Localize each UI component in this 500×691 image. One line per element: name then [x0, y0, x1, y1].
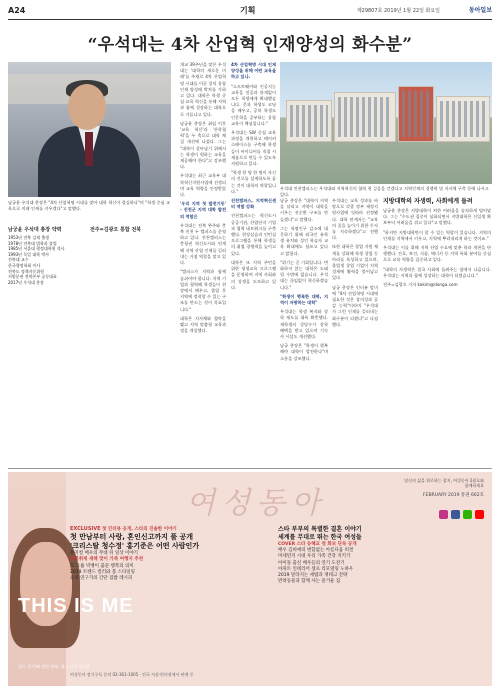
- ad-line: 뮤지컬 배우의 무대 뒤 일상 이야기: [70, 551, 139, 557]
- magazine-logo: 여성동아: [186, 486, 326, 521]
- sidebar-title: 남궁윤 우석대 총장 약력: [8, 227, 62, 233]
- paragraph: 우석대는 이를 위해 지역 산업 수요에 맞춘 학과 개편을 단행했다. 간호, 보건, 식품, 에너지 등 지역 특화 분야를 중심으로 교육 역량을 집중하고 있다.: [383, 245, 491, 263]
- paragraph: 우석대는 최근 교육부 대학혁신지원사업에 선정되며 교육 역량을 인정받았다.: [180, 173, 226, 198]
- paragraph: "대학의 자생력은 결국 사회에 돌려주는 힘에서 나옵니다. 우석대는 지역과 함께 성장하는 대학이 되겠습니다.": [383, 266, 491, 278]
- list-item: 2017년 우석대 총장: [8, 279, 44, 285]
- campus-photo: [280, 62, 492, 184]
- paragraph: 대학은 지자체와 협약을 맺고 지역 맞춤형 교육과정을 개설했다.: [180, 315, 226, 334]
- ad-cover-tagline: 일이 세 번째 앨범 발매, 재기 선언 인터뷰: [18, 664, 90, 669]
- paragraph: 남궁윤 총장은 지방대학이 처한 어려움을 솔직하게 털어놨다. 그는 "수도권 집중이 심화되면서 지방대학은 신입생 확보부터 어려움을 겪고 있다"고 말했다.: [383, 208, 491, 226]
- list-item: 1978년 전북대 법학과 졸업: [8, 240, 57, 246]
- ad-middle-copy: [70, 526, 270, 582]
- section-label: 기획: [240, 6, 256, 15]
- ad-big-line: '크리스탈 청수정' 홍기준은 어떤 사람인가: [70, 542, 199, 551]
- article-column-2: [231, 62, 276, 466]
- paragraph: 개교 39주년을 맞은 우석대는 '대학의 새로운 미래'를 주제로 4차 산업혁명 시대를 이끌 창의 융합 인재 양성에 박차를 가하고 있다. 대학은 학생 중심 교육 혁신을 통해 지역과 함께 성장하는 대학으로 거듭나고 있다.: [180, 62, 226, 117]
- issue-date: 제29807호 2019년 1월 22일 화요일: [356, 8, 440, 14]
- paragraph: "소프트웨어와 인공지능 교육을 전공과 관계없이 모든 학생에게 확대했습니다. 문과 학생도 코딩을 배우고, 공학 학생도 인문학을 공부하는 융합 교육이 핵심입니다.": [231, 83, 276, 126]
- ad-line: 아파트 인테리어 셀프 리모델링 노하우: [278, 566, 354, 572]
- side-story: [383, 208, 491, 466]
- ad-model-photo: [8, 472, 66, 686]
- article-column-1: [180, 62, 226, 466]
- ad-cover-title: THIS IS ME: [18, 595, 134, 617]
- youtube-icon: [475, 510, 484, 519]
- paragraph: 그는 학령인구 감소에 대응하기 위해 외국인 유학생 유치와 성인 학습자 교육 확대에도 힘쓰고 있다고 밝혔다.: [280, 225, 328, 256]
- list-item: 전북도 정책자문위원: [8, 268, 45, 274]
- list-item: 한국행정학회 이사: [8, 262, 41, 268]
- ad-divider: [8, 468, 492, 469]
- paragraph: 남궁 총장은 "대학이 지역을 살리고 지역이 대학을 키우는 선순환 구조를 만들겠다"고 말했다.: [280, 198, 328, 222]
- paragraph: 우석대는 학생 복지와 장학 제도를 대폭 확충했다. 재학생의 상당수가 장학 혜택을 받고 있으며 기숙사 시설도 개선했다.: [280, 309, 328, 340]
- photo-caption: 남궁윤 우석대 총장은 "4차 산업혁명 시대를 맞아 대학 혁신이 절실하다"며 "학생 중심 교육으로 미래 인재를 키우겠다"고 말했다.: [8, 200, 170, 211]
- paragraph: "하지만 지방대학만이 할 수 있는 역할이 있습니다. 지역의 인재를 지역에서 키우고, 지역에 뿌리내리게 하는 것이죠.": [383, 229, 491, 241]
- masthead: [8, 4, 492, 18]
- ad-line: 아이돌 출신 배우들의 연기 도전기: [278, 560, 345, 566]
- question-heading: "학생이 행복한 대학, 지역이 자랑하는 대학": [280, 293, 328, 306]
- paragraph: "학생 한 명 한 명이 자신의 진로를 설계하도록 돕는 것이 대학의 역할입니다.": [231, 170, 276, 194]
- article-column-4: [332, 198, 378, 466]
- paragraph: 우석대는 SW 중심 교육과정을 개편하고 메이커 스페이스를 구축해 학생들이 아이디어를 직접 시제품으로 만들 수 있도록 지원하고 있다.: [231, 130, 276, 167]
- ad-line: 꼬 그룹 빅뱅이 꿈꾼 행복의 의미: [70, 563, 134, 569]
- exclusive-line: 첫 인터뷰 공개, 스타의 진솔한 이야기: [102, 527, 177, 532]
- headline: “우석대는 4차 산업혁 인재양성의 화수분”: [87, 35, 413, 55]
- paragraph: "캠퍼스가 지역과 함께 숨쉬어야 합니다. 지역 기업과 협력해 학생들이 현장에서 배우고, 졸업 후 지역에 정착할 수 있는 구조를 만드는 것이 목표입니다.": [180, 269, 226, 312]
- portrait-photo: [8, 62, 171, 197]
- magazine-advertisement: [8, 472, 492, 686]
- facebook-icon: [451, 510, 460, 519]
- ad-footer: 여성동아 정기구독 문의 02-361-1005 · 전국 서점·편의점에서 판매 중: [70, 672, 194, 677]
- exclusive-label: EXCLUSIVE: [70, 526, 101, 532]
- ad-big-line: 세계를 무대로 뛰는 한국 여성들: [278, 534, 362, 541]
- ad-right-copy: [278, 526, 488, 585]
- byline: 전주=김광오 통합 전북: [90, 227, 142, 233]
- side-story-headline: 지방대학의 자생력, 사회에게 돌려: [383, 198, 473, 205]
- list-item: 지방분권 전북본부 공동대표: [8, 274, 57, 280]
- campus-caption: 우석대 진천캠퍼스는 우석대와 지역혁신의 협력 첫 걸음을 걷겠다고 지역인재의 경쟁력 및 지자체 구축 등에 나서고 있다.: [280, 186, 489, 197]
- ad-line: 2019 달라지는 세법과 재테크 전략: [278, 573, 348, 579]
- ad-line: 2019 트렌드 컬러와 봄 스타일링: [70, 569, 135, 575]
- list-item: 1953년 전북 김제 출생: [8, 235, 50, 240]
- career-list: [8, 235, 171, 285]
- instagram-icon: [439, 510, 448, 519]
- masthead-rule: [8, 19, 492, 20]
- paragraph: 남궁 총장은 인터뷰 말미에 "4차 산업혁명 시대에 필요한 것은 창의성과 공감 능력"이라며 "우석대가 그런 인재를 길러내는 화수분이 되겠다"고 다짐했다.: [332, 284, 378, 327]
- side-story-byline: 전주=김광오 기자 kokim@donga.com: [383, 282, 458, 288]
- ad-line: 반려동물과 함께 사는 즐거운 집: [278, 579, 341, 585]
- paragraph: 진천캠퍼스는 혁신도시 공공기관, 산업단지 기업과 협력 네트워크를 구축했다. 현장실습과 인턴십 프로그램을 통해 학생들의 취업 경쟁력을 높이고 있다.: [231, 213, 276, 256]
- paragraph: 대학은 또 지역 주민을 위한 평생교육 프로그램을 운영하며 지역 사회와의 상생을 도모하고 있다.: [231, 259, 276, 290]
- social-icons: [439, 510, 484, 519]
- paragraph: 우석대는 전북 완주와 충북 진천 두 캠퍼스를 운영하고 있다. 진천캠퍼스는 충청권 혁신도시와 연계해 지역 산업 인재를 길러내는 거점 역할을 맡고 있다.: [180, 222, 226, 266]
- paragraph: "위기는 곧 기회입니다. 변화하지 않는 대학은 도태될 수밖에 없습니다. 우석대는 끊임없이 혁신하겠습니다.": [280, 259, 328, 290]
- ad-line: 배우 김희애의 변함없는 아름다움 비결: [278, 548, 354, 554]
- question-heading: 4차 산업혁명 시대 인재 양성을 위해 어떤 교육을 하고 있나.: [231, 62, 276, 80]
- ad-promo-text: 당신의 삶을 위로하는 잡지, 여성동아 2월호와 함께하세요: [404, 478, 484, 488]
- paragraph: 또한 대학은 창업 지원 체계를 강화해 학생 창업 동아리를 육성하고 있으며, 졸업생 창업 기업이 지역 경제에 활력을 불어넣고 있다.: [332, 244, 378, 281]
- paragraph: 우석대는 교육 성과를 바탕으로 각종 정부 재정지원사업에 잇따라 선정됐다. 대학 관계자는 "교육의 질을 높이기 위한 투자를 지속하겠다"고 전했다.: [332, 198, 378, 241]
- list-item: 전북대 교수: [8, 257, 29, 263]
- ad-line: 특별취재 새해 맞이 가족 여행지 추천: [70, 557, 144, 563]
- ad-big-line: 첫 만남부터 사랑, 혼인신고까지 풀 공개: [70, 533, 194, 542]
- paragraph: 남궁윤 총장은 취임 이후 '교육 혁신'과 '산학협력'을 두 축으로 대학 체질 개선에 나섰다. 그는 "대학이 살아남기 위해서는 학생이 원하는 교육을 제공해야 한다"고 강조했다.: [180, 120, 226, 170]
- list-item: 1985년 서울대 행정대학원 석사: [8, 246, 65, 252]
- question-heading: 진천캠퍼스, 지역혁신센터 역할 강화: [231, 198, 276, 210]
- page-number: A24: [8, 6, 26, 15]
- article-column-3: [280, 198, 328, 466]
- ad-line: 미세먼지 시대 우리 가족 건강 지키기: [278, 554, 351, 560]
- question-heading: '우리 지역 첫 발전기둥' - 진천군 지역 대학 발전의 역할은: [180, 201, 226, 219]
- ad-issue-month: FEBRUARY 2019 통권 662호: [423, 493, 484, 498]
- list-item: 1993년 독일 대학 박사: [8, 251, 50, 257]
- ad-line: COVER 스타 송혜교 첫 화보 단독 공개: [278, 542, 357, 547]
- naver-icon: [463, 510, 472, 519]
- paragraph: 남궁 총장은 "학생이 행복해야 대학이 발전한다"며 소통을 강조했다.: [280, 343, 328, 361]
- newspaper-brand: 동아일보: [468, 7, 492, 14]
- ad-line: 요리 연구가의 간단 집밥 레시피: [70, 576, 133, 582]
- ad-big-line: 스타 부부의 특별한 결혼 이야기: [278, 526, 362, 533]
